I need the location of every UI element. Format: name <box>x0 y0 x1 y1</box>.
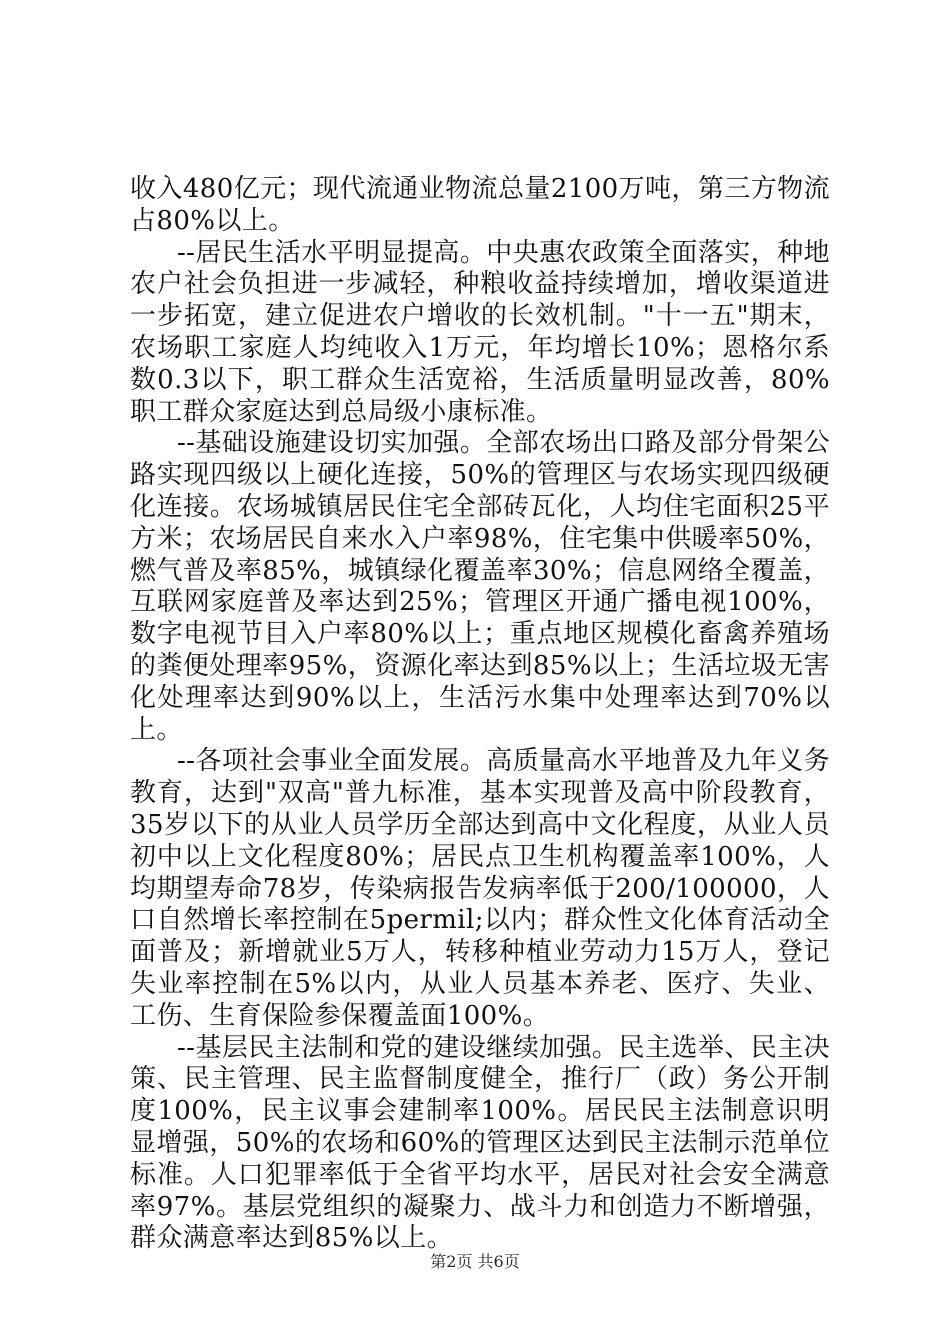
paragraph-income-logistics: 收入480亿元；现代流通业物流总量2100万吨，第三方物流占80%以上。 <box>130 174 830 236</box>
page-number-footer: 第2页 共6页 <box>430 1252 520 1271</box>
paragraph-living-standards: --居民生活水平明显提高。中央惠农政策全面落实，种地农户社会负担进一步减轻，种粮收益持续增加，增收渠道进一步拓宽，建立促进农户增收的长效机制。"十一五"期末，农场职工家庭人均纯收入1万元，年均增长10%；恩格尔系数0.3以下，职工群众生活宽裕，生活质量明显改善，80%职工群众家庭达到总局级小康标准。 <box>130 237 830 427</box>
paragraph-democracy-party-building: --基层民主法制和党的建设继续加强。民主选举、民主决策、民主管理、民主监督制度健全，推行厂（政）务公开制度100%，民主议事会建制率100%。居民民主法制意识明显增强，50%的农场和60%的管理区达到民主法制示范单位标准。人口犯罪率低于全省平均水平，居民对社会安全满意率97%。基层党组织的凝聚力、战斗力和创造力不断增强，群众满意率达到85%以上。 <box>130 1032 830 1254</box>
paragraph-infrastructure: --基础设施建设切实加强。全部农场出口路及部分骨架公路实现四级以上硬化连接，50%的管理区与农场实现四级硬化连接。农场城镇居民住宅全部砖瓦化，人均住宅面积25平方米；农场居民自来水入户率98%，住宅集中供暖率50%，燃气普及率85%，城镇绿化覆盖率30%；信息网络全覆盖，互联网家庭普及率达到25%；管理区开通广播电视100%，数字电视节目入户率80%以上；重点地区规模化畜禽养殖场的粪便处理率95%，资源化率达到85%以上；生活垃圾无害化处理率达到90%以上，生活污水集中处理率达到70%以上。 <box>130 428 830 745</box>
paragraph-social-development: --各项社会事业全面发展。高质量高水平地普及九年义务教育，达到"双高"普九标准，基本实现普及高中阶段教育，35岁以下的从业人员学历全部达到高中文化程度，从业人员初中以上文化程度80%；居民点卫生机构覆盖率100%，人均期望寿命78岁，传染病报告发病率低于200/100000，人口自然增长率控制在5permil;以内；群众性文化体育活动全面普及；新增就业5万人，转移种植业劳动力15万人，登记失业率控制在5%以内，从业人员基本养老、医疗、失业、工伤、生育保险参保覆盖面100%。 <box>130 746 830 1031</box>
document-body <box>130 174 830 1255</box>
